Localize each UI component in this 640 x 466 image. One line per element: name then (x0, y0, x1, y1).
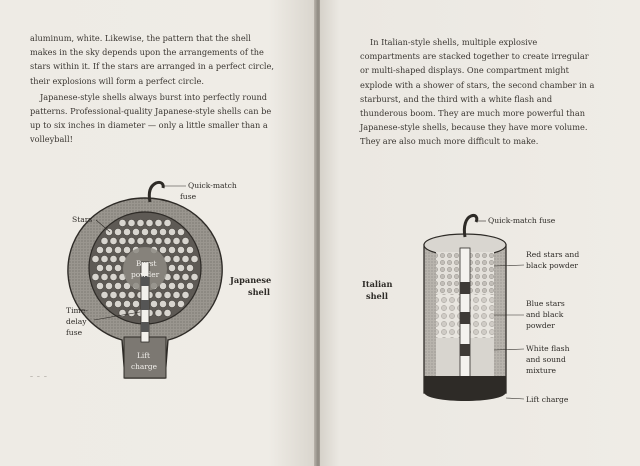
star-pellet (96, 264, 103, 271)
star-pellet (155, 291, 162, 298)
star-pellet (177, 246, 184, 253)
left-page (0, 0, 316, 466)
star-pellet (164, 237, 171, 244)
star-pellet (159, 246, 166, 253)
star-pellet (182, 291, 189, 298)
label-and-sound: and sound (526, 355, 566, 364)
star-pellet (173, 273, 180, 280)
star-pellet (173, 237, 180, 244)
star-pellet (146, 237, 153, 244)
star-pellet (110, 273, 117, 280)
star-pellet (123, 228, 130, 235)
star-pellet (150, 300, 157, 307)
corner-mark: – – – (30, 373, 48, 380)
label-quick-match-fuse-italian: Quick-match fuse (488, 216, 556, 225)
star-pellet (182, 255, 189, 262)
right-page (320, 0, 640, 466)
label-fuse: fuse (66, 328, 83, 337)
star-pellet (168, 282, 175, 289)
left-paragraph-1: aluminum, white. Likewise, the pattern that the shell makes in the sky depends upon the arrangements of the stars within it. If the stars are arranged in a perfect circle, their explosions will form a perfect circle. (30, 33, 274, 86)
star-pellet (110, 237, 117, 244)
star-pellet (159, 228, 166, 235)
star-pellet (105, 246, 112, 253)
star-pellet (137, 219, 144, 226)
star-pellet (164, 219, 171, 226)
star-pellet (96, 246, 103, 253)
label-mixture: mixture (526, 366, 556, 375)
star-pellet (186, 264, 193, 271)
label-quick-match: Quick-match (188, 181, 237, 190)
japanese-shell-title-2: shell (248, 287, 270, 297)
star-pellet (182, 237, 189, 244)
star-pellet (96, 282, 103, 289)
star-pellet (119, 219, 126, 226)
italian-shell-title: Italian (362, 279, 393, 289)
italian-lift-charge (424, 376, 506, 401)
label-black-powder: black powder (526, 261, 579, 270)
japanese-shell-title: Japanese (230, 275, 272, 285)
star-pellet (114, 246, 121, 253)
star-pellet (101, 273, 108, 280)
star-pellet (155, 219, 162, 226)
star-pellet (101, 255, 108, 262)
star-pellet (164, 309, 171, 316)
label-stars: Stars (72, 215, 93, 224)
star-pellet (191, 255, 198, 262)
label-powder: powder (526, 321, 555, 330)
star-pellet (191, 273, 198, 280)
star-pellet (168, 228, 175, 235)
star-pellet (110, 255, 117, 262)
star-pellet (105, 264, 112, 271)
label-white-flash: White flash (526, 344, 570, 353)
star-pellet (101, 237, 108, 244)
star-pellet (182, 273, 189, 280)
japanese-shell-diagram (0, 0, 316, 466)
star-pellet (110, 291, 117, 298)
italian-shell-title-2: shell (366, 291, 388, 301)
star-pellet (114, 264, 121, 271)
star-pellet (128, 291, 135, 298)
italian-shell-diagram (320, 0, 640, 466)
star-pellet (173, 255, 180, 262)
star-pellet (150, 228, 157, 235)
star-pellet (123, 246, 130, 253)
label-blue-stars: Blue stars (526, 299, 565, 308)
star-pellet (105, 282, 112, 289)
star-pellet (168, 300, 175, 307)
star-pellet (173, 291, 180, 298)
star-pellet (137, 237, 144, 244)
label-burst-powder: powder (131, 270, 160, 279)
star-pellet (164, 291, 171, 298)
right-paragraph-1: In Italian-style shells, multiple explosive compartments are stacked together to create irregular or multi-shaped displays. One compartment might explode with a shower of stars, the second chamber in a starburst, and the third with a white flash and thunderous boom. They are much more powerful than Japanese-style shells, because they have more volume. They are also much more difficult to make. (360, 37, 595, 147)
label-lift-charge-italian: Lift charge (526, 395, 569, 404)
star-pellet (146, 219, 153, 226)
star-pellet (155, 309, 162, 316)
label-burst: Burst (136, 259, 157, 268)
star-pellet (92, 255, 99, 262)
label-lift-charge: charge (131, 362, 157, 371)
label-lift: Lift (137, 351, 150, 360)
star-pellet (168, 246, 175, 253)
label-red-stars: Red stars and (526, 250, 580, 259)
star-pellet (114, 282, 121, 289)
star-pellet (186, 246, 193, 253)
star-pellet (101, 291, 108, 298)
label-time: Time- (66, 306, 88, 315)
star-pellet (132, 228, 139, 235)
star-pellet (119, 237, 126, 244)
star-pellet (128, 219, 135, 226)
star-pellet (92, 273, 99, 280)
label-quick-match-fuse: fuse (180, 192, 197, 201)
star-pellet (177, 264, 184, 271)
star-pellet (155, 237, 162, 244)
star-pellet (123, 300, 130, 307)
label-delay: delay (66, 317, 87, 326)
star-pellet (128, 237, 135, 244)
left-paragraph-2: Japanese-style shells always burst into perfectly round patterns. Professional-quality Japanese-style shells can be up to six inches in diameter — only a little smaller than a volleyball! (30, 91, 272, 145)
star-pellet (168, 264, 175, 271)
star-pellet (186, 282, 193, 289)
star-pellet (119, 291, 126, 298)
star-pellet (159, 300, 166, 307)
star-pellet (141, 228, 148, 235)
star-pellet (114, 228, 121, 235)
star-pellet (177, 282, 184, 289)
star-pellet (132, 300, 139, 307)
star-pellet (114, 300, 121, 307)
label-and-black: and black (526, 310, 564, 319)
